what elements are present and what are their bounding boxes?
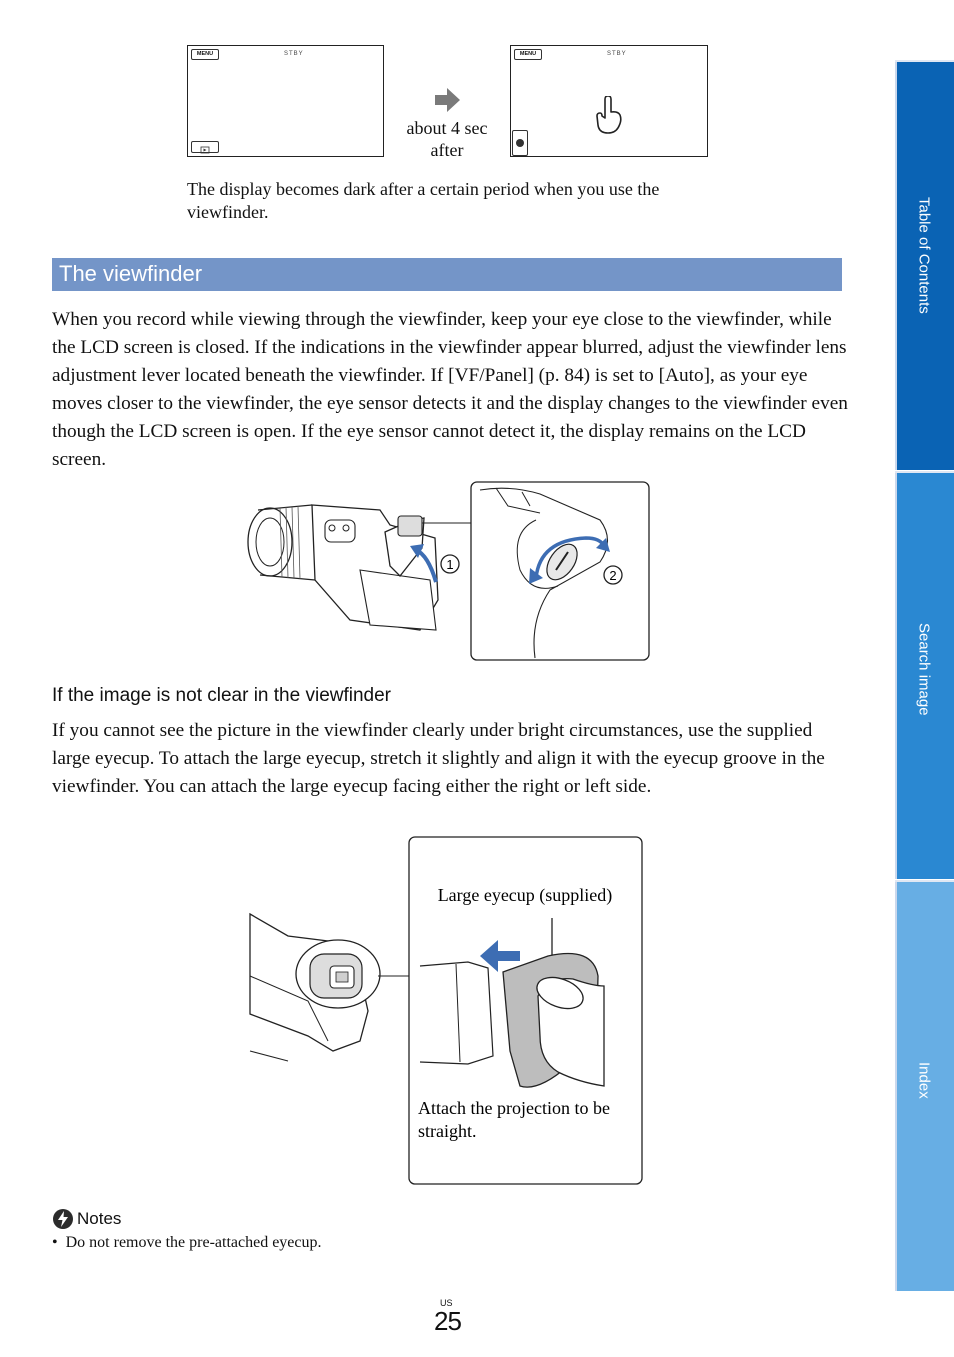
- figure-caption: The display becomes dark after a certain period when you use the viewfinder.: [187, 179, 660, 222]
- step1-label: 1: [446, 557, 454, 572]
- note-item: [52, 1234, 322, 1252]
- eyecup-illustration: [248, 836, 648, 1193]
- section-body-text: When you record while viewing through the viewfinder, keep your eye close to the viewfinder, while the LCD screen is closed. If the indications in the viewfinder appear blurred, adjust the viewfinder lens adjustment lever located beneath the viewfinder. If [VF/Panel] (p. 84) is set to [Auto], as your eye moves closer to the viewfinder, the eye sensor detects it and the display changes to the viewfinder even though the LCD screen is open. If the eye sensor cannot detect it, the display remains on the LCD screen.: [52, 309, 848, 470]
- tab-label: Search image: [915, 623, 933, 716]
- touch-finger-icon: [593, 96, 623, 139]
- eyecup-label-bottom: Attach the projection to be straight.: [418, 1098, 610, 1141]
- lcd-screen-after: [510, 45, 708, 157]
- arrow-caption: about 4 sec after: [406, 118, 488, 160]
- eyecup-label-top: Large eyecup (supplied): [437, 885, 613, 905]
- subsection-body-text: If you cannot see the picture in the viewfinder clearly under bright circumstances, use the supplied large eyecup. To attach the large eyecup, stretch it slightly and align it with the eyecup groove in the viewfinder. You can attach the large eyecup facing either the right or left side.: [52, 720, 825, 797]
- camcorder-viewfinder-illustration: [240, 480, 660, 670]
- notes-icon: [52, 1208, 74, 1235]
- lcd-menu-button: MENU: [514, 49, 542, 60]
- bullet: •: [52, 1234, 66, 1251]
- arrow-right-icon: [435, 88, 460, 117]
- lcd-status-label: STBY: [284, 51, 304, 57]
- tab-search-image[interactable]: [895, 471, 954, 879]
- page-number: 25: [434, 1306, 461, 1336]
- lcd-status-label: STBY: [607, 51, 627, 57]
- tab-label: Table of Contents: [915, 197, 933, 314]
- page-region-label: US: [440, 1298, 453, 1308]
- step2-label: 2: [609, 568, 617, 583]
- notes-title: Notes: [77, 1209, 122, 1228]
- tab-table-of-contents[interactable]: [895, 60, 954, 470]
- lcd-menu-button: MENU: [191, 49, 219, 60]
- section-title: The viewfinder: [59, 261, 203, 286]
- record-button-icon: [512, 130, 528, 156]
- playback-icon: [191, 141, 219, 153]
- subsection-title: If the image is not clear in the viewfinder: [52, 685, 392, 706]
- note-item-text: Do not remove the pre-attached eyecup.: [65, 1234, 322, 1251]
- tab-label: Index: [915, 1062, 933, 1099]
- lcd-screen-before: [187, 45, 384, 157]
- section-header-bar: [52, 258, 842, 291]
- tab-index[interactable]: [895, 880, 954, 1291]
